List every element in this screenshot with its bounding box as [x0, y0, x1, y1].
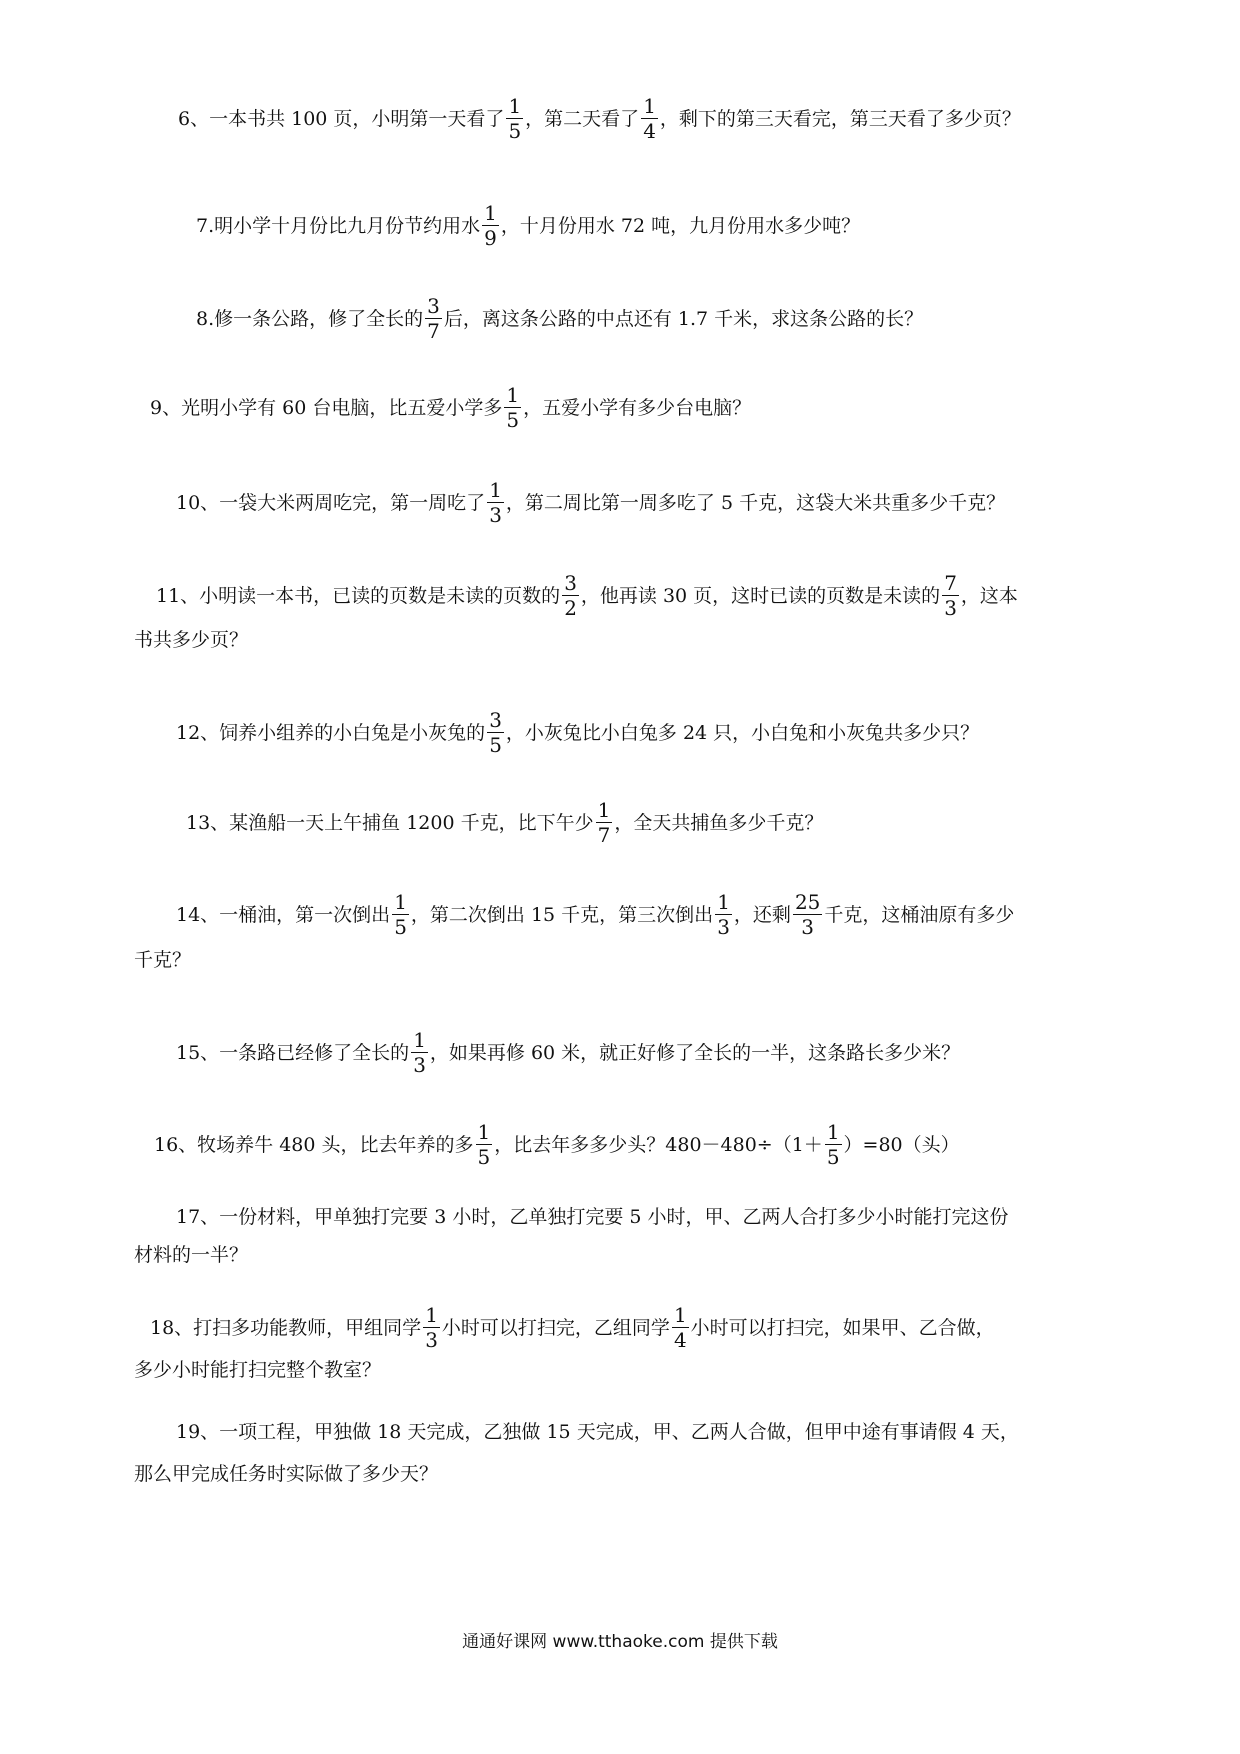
fraction — [506, 96, 523, 141]
problem-text: 小时可以打扫完，乙组同学 — [441, 1316, 670, 1339]
fraction — [672, 1305, 689, 1350]
problem-text: 7.明小学十月份比九月份节约用水 — [196, 214, 481, 237]
problem-9-line — [150, 385, 751, 430]
fraction — [411, 1030, 428, 1075]
fraction-numerator: 1 — [643, 94, 656, 118]
problem-15-line — [176, 1030, 960, 1075]
fraction-numerator: 1 — [826, 1120, 840, 1144]
fraction-numerator: 25 — [794, 890, 821, 914]
problem-text: 16、牧场养牛 480 头，比去年养的多 — [154, 1133, 474, 1156]
fraction-numerator: 3 — [564, 571, 577, 595]
fraction — [487, 480, 504, 525]
problem-text: ，剩下的第三天看完，第三天看了多少页？ — [659, 107, 1021, 130]
fraction-numerator: 1 — [506, 383, 520, 407]
fraction-numerator: 1 — [425, 1303, 438, 1327]
fraction-numerator: 1 — [717, 890, 730, 914]
problem-text: ）=80（头） — [843, 1133, 960, 1156]
fraction-denominator: 3 — [489, 503, 502, 527]
fraction — [562, 573, 579, 618]
fraction-denominator: 9 — [484, 226, 497, 250]
problem-text: ，小灰兔比小白兔多 24 只，小白兔和小灰兔共多少只？ — [505, 721, 980, 744]
fraction-denominator: 5 — [506, 408, 520, 432]
problem-text: 8.修一条公路，修了全长的 — [196, 307, 424, 330]
problem-text: ，第二周比第一周多吃了 5 千克，这袋大米共重多少千克？ — [505, 491, 1006, 514]
fraction-numerator: 3 — [489, 708, 502, 732]
problem-17-line — [176, 1205, 1009, 1229]
fraction — [715, 892, 732, 937]
fraction-numerator: 1 — [394, 890, 407, 914]
fraction — [825, 1122, 842, 1167]
problem-19-line — [134, 1462, 438, 1486]
problem-text: 千克，这桶油原有多少 — [824, 903, 1015, 926]
problem-text: ，全天共捕鱼多少千克？ — [614, 811, 824, 834]
problem-text: 后，离这条公路的中点还有 1.7 千米，求这条公路的长？ — [443, 307, 924, 330]
problem-text: 材料的一半？ — [134, 1244, 249, 1266]
fraction-denominator: 5 — [477, 1145, 491, 1169]
fraction — [793, 892, 822, 937]
problem-text: ，他再读 30 页，这时已读的页数是未读的 — [580, 584, 941, 607]
problem-text: ，还剩 — [733, 903, 791, 926]
fraction — [504, 385, 521, 430]
problem-11-line — [156, 573, 1018, 618]
problem-16-line — [154, 1122, 960, 1167]
fraction-denominator: 3 — [717, 915, 730, 939]
problem-10-line — [176, 480, 1005, 525]
problem-text: ，如果再修 60 米，就正好修了全长的一半，这条路长多少米？ — [429, 1041, 961, 1064]
problem-text: 17、一份材料，甲单独打完要 3 小时，乙单独打完要 5 小时，甲、乙两人合打多少小时能打完这份 — [176, 1206, 1009, 1228]
fraction-numerator: 1 — [597, 798, 611, 822]
fraction-denominator: 5 — [489, 733, 502, 757]
problem-7-line — [196, 203, 860, 248]
fraction — [596, 800, 613, 845]
problem-text: 12、饲养小组养的小白兔是小灰兔的 — [176, 721, 486, 744]
fraction-denominator: 3 — [413, 1053, 426, 1077]
page-footer: 通通好课网 www.tthaoke.com 提供下载 — [462, 1632, 778, 1652]
fraction — [482, 203, 499, 248]
problem-text: ，第二次倒出 15 千克，第三次倒出 — [410, 903, 714, 926]
problem-text: ，比去年多多少头？480－480÷（1＋ — [494, 1133, 823, 1156]
fraction — [942, 573, 959, 618]
problem-text: 小时可以打扫完，如果甲、乙合做， — [690, 1316, 995, 1339]
fraction-denominator: 3 — [801, 915, 815, 939]
problem-text: 19、一项工程，甲独做 18 天完成，乙独做 15 天完成，甲、乙两人合做，但甲中途有事请假 4 天， — [176, 1421, 1019, 1443]
problem-18-line — [150, 1305, 995, 1350]
problem-text: ，五爱小学有多少台电脑？ — [523, 396, 752, 419]
fraction-numerator: 1 — [508, 94, 522, 118]
problem-text: 千克？ — [134, 949, 192, 971]
problem-13-line — [186, 800, 823, 845]
fraction-denominator: 7 — [597, 823, 611, 847]
problem-text: 那么甲完成任务时实际做了多少天？ — [134, 1463, 439, 1485]
fraction-numerator: 1 — [489, 478, 502, 502]
problem-text: 13、某渔船一天上午捕鱼 1200 千克，比下午少 — [186, 811, 594, 834]
fraction-denominator: 3 — [944, 596, 957, 620]
problem-text: ，十月份用水 72 吨，九月份用水多少吨？ — [500, 214, 861, 237]
problem-18-line — [134, 1358, 381, 1382]
fraction-numerator: 7 — [944, 571, 957, 595]
fraction — [392, 892, 409, 937]
fraction-denominator: 3 — [425, 1328, 438, 1352]
problem-text: 10、一袋大米两周吃完，第一周吃了 — [176, 491, 486, 514]
fraction-numerator: 3 — [427, 294, 440, 318]
fraction — [641, 96, 658, 141]
problem-text: 15、一条路已经修了全长的 — [176, 1041, 410, 1064]
fraction-denominator: 5 — [394, 915, 407, 939]
fraction-numerator: 1 — [413, 1028, 426, 1052]
fraction-numerator: 1 — [477, 1120, 491, 1144]
fraction-numerator: 1 — [484, 201, 497, 225]
problem-12-line — [176, 710, 979, 755]
problem-text: 6、一本书共 100 页，小明第一天看了 — [178, 107, 505, 130]
problem-text: 11、小明读一本书，已读的页数是未读的页数的 — [156, 584, 561, 607]
fraction-denominator: 5 — [508, 119, 522, 143]
problem-8-line — [196, 296, 923, 341]
problem-17-line — [134, 1243, 248, 1267]
fraction-denominator: 5 — [826, 1145, 840, 1169]
fraction — [476, 1122, 493, 1167]
fraction — [425, 296, 442, 341]
problem-text: ，这本 — [960, 584, 1018, 607]
problem-text: 9、光明小学有 60 台电脑，比五爱小学多 — [150, 396, 503, 419]
problem-19-line — [176, 1420, 1019, 1444]
problem-14-line — [134, 948, 191, 972]
problem-text: ，第二天看了 — [525, 107, 640, 130]
problem-6-line — [178, 96, 1021, 141]
fraction-denominator: 4 — [643, 119, 656, 143]
problem-11-line — [134, 628, 248, 652]
problem-text: 多少小时能打扫完整个教室？ — [134, 1359, 382, 1381]
fraction-denominator: 4 — [673, 1328, 687, 1352]
fraction — [423, 1305, 440, 1350]
problem-text: 18、打扫多功能教师，甲组同学 — [150, 1316, 422, 1339]
fraction-denominator: 7 — [427, 319, 440, 343]
problem-text: 14、一桶油，第一次倒出 — [176, 903, 391, 926]
fraction-numerator: 1 — [673, 1303, 687, 1327]
problem-text: 书共多少页？ — [134, 629, 249, 651]
problem-14-line — [176, 892, 1014, 937]
fraction-denominator: 2 — [564, 596, 577, 620]
fraction — [487, 710, 504, 755]
